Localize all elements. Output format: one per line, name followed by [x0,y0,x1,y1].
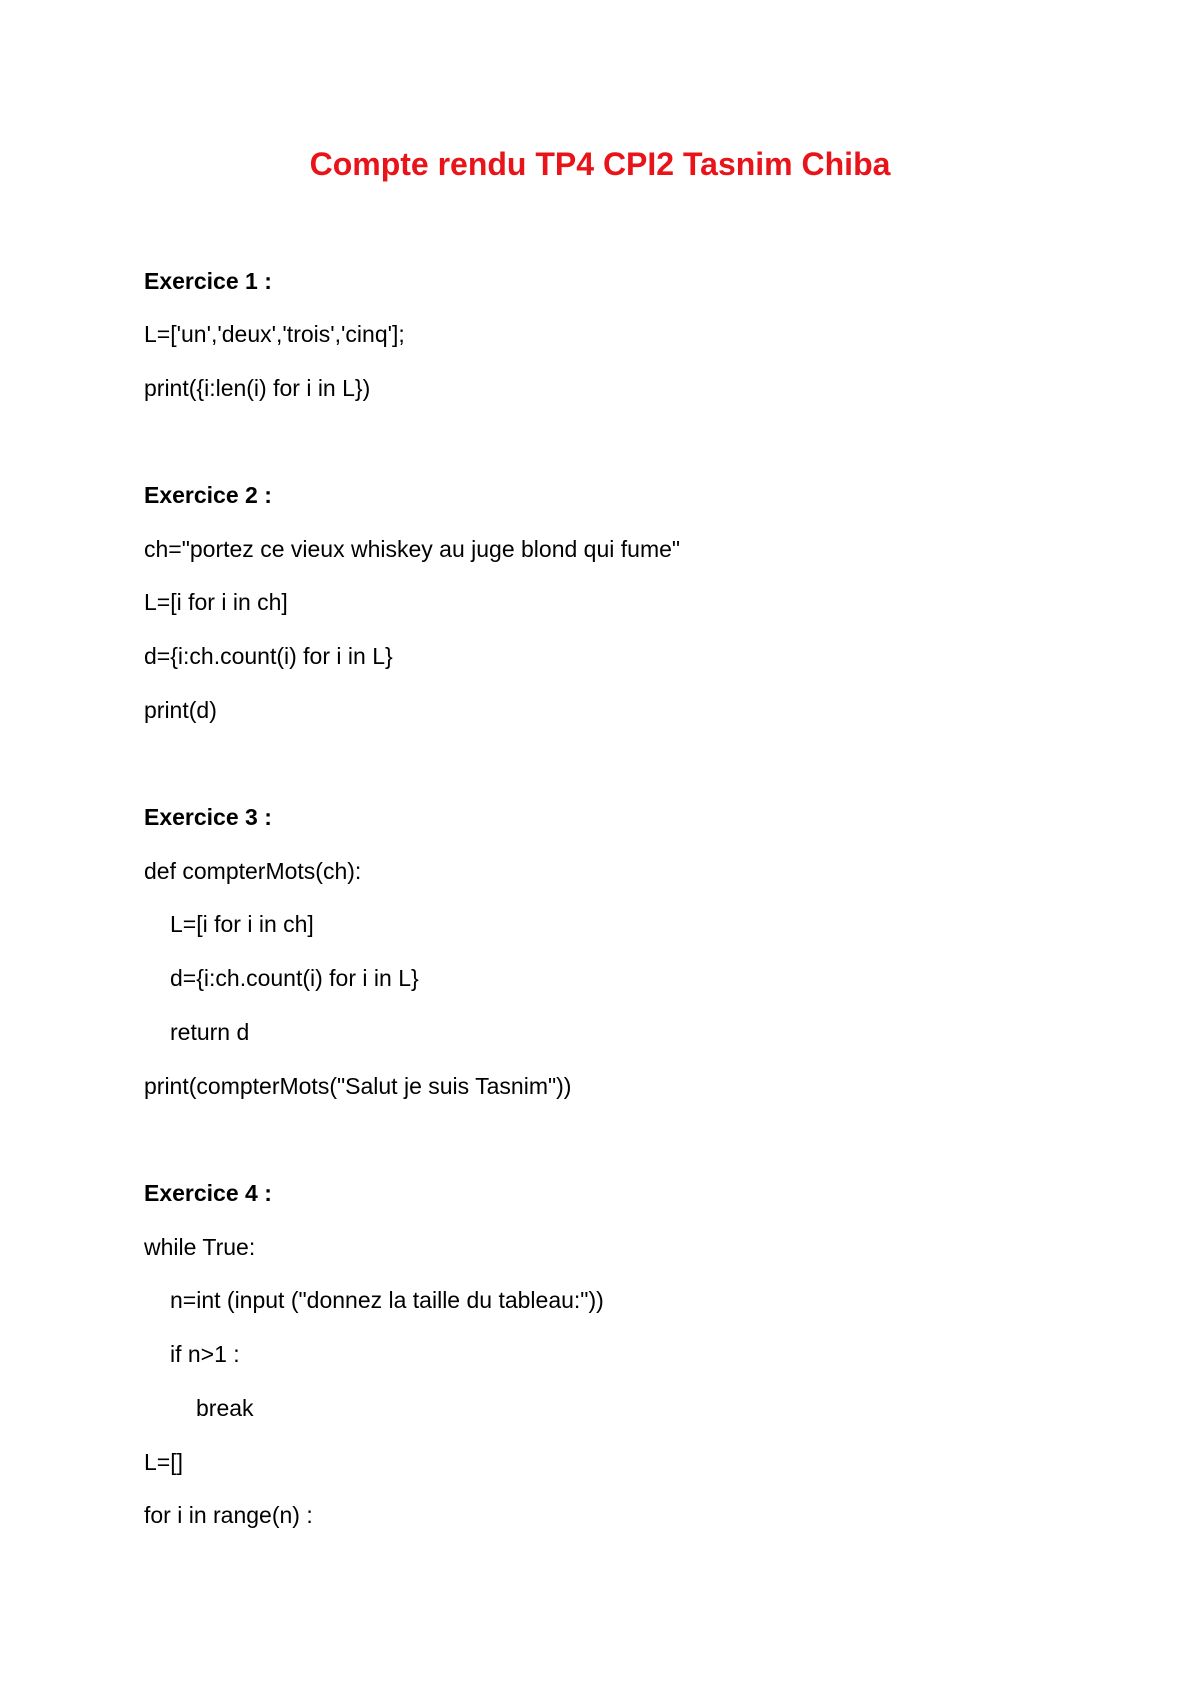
exercise-1-heading: Exercice 1 : [144,268,272,294]
code-line: break [196,1395,254,1421]
exercise-4-heading: Exercice 4 : [144,1180,272,1206]
code-line: d={i:ch.count(i) for i in L} [144,643,393,669]
code-line: if n>1 : [170,1341,240,1367]
code-line: L=['un','deux','trois','cinq']; [144,321,405,347]
code-line: L=[] [144,1449,184,1475]
code-line: def compterMots(ch): [144,858,362,884]
code-line: d={i:ch.count(i) for i in L} [170,965,419,991]
code-line: return d [170,1019,250,1045]
code-line: ch="portez ce vieux whiskey au juge blond qui fume" [144,536,681,562]
code-line: L=[i for i in ch] [144,589,288,615]
exercise-2-heading: Exercice 2 : [144,482,272,508]
code-line: while True: [144,1234,256,1260]
code-line: n=int (input ("donnez la taille du tableau:")) [170,1287,604,1313]
code-line: print(d) [144,697,217,723]
document-title: Compte rendu TP4 CPI2 Tasnim Chiba [309,146,891,182]
code-line: L=[i for i in ch] [170,911,314,937]
code-line: print({i:len(i) for i in L}) [144,375,371,401]
code-line: print(compterMots("Salut je suis Tasnim")) [144,1073,572,1099]
exercise-3-heading: Exercice 3 : [144,804,272,830]
code-line: for i in range(n) : [144,1502,313,1528]
